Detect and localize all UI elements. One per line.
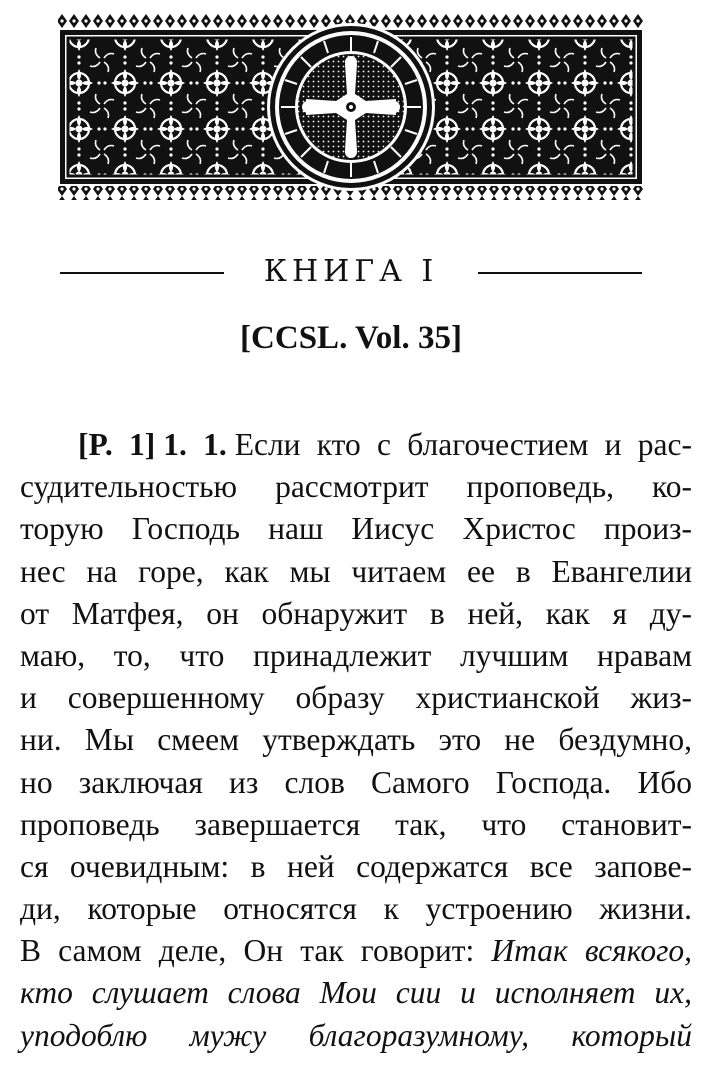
text-line: но заключая из слов Самого Господа. Ибо [20, 764, 692, 800]
text-line [20, 424, 692, 466]
quote-line: уподоблю мужу благоразумному, который [20, 1017, 692, 1053]
text-line: от Матфея, он обнаружит в ней, как я ду- [20, 595, 692, 631]
body-paragraph [20, 424, 692, 1057]
book-heading [56, 248, 646, 296]
text-line: ни. Мы смеем утверждать это не бездумно, [20, 722, 692, 758]
book-title: КНИГА I [263, 254, 439, 289]
text-line: судительностью рассмотрит проповедь, ко- [20, 469, 692, 505]
quote-line: кто слушает слова Мои сии и исполняет их, [20, 975, 692, 1011]
text-line: проповедь завершается так, что становит- [20, 806, 692, 842]
text-line: торую Господь наш Иисус Христос произ- [20, 511, 692, 547]
page-marker: [P. 1] [78, 427, 156, 462]
text-line: и совершенному образу христианской жиз- [20, 680, 692, 716]
ornament-headpiece [56, 14, 646, 200]
text-line: ди, которые относятся к устроению жизни. [20, 891, 692, 927]
source-reference: [CCSL. Vol. 35] [240, 320, 462, 356]
text-line [20, 930, 692, 972]
section-number: 1. 1. [163, 427, 227, 462]
text-line: нес на горе, как мы читаем ее в Евангелии [20, 553, 692, 589]
heading-rule-right [478, 272, 642, 274]
text-line: маю, то, что принадлежит лучшим нравам [20, 637, 692, 673]
quote-text: Итак всякого, [491, 933, 692, 969]
text-line: ся очевидным: в ней содержатся все запове- [20, 848, 692, 884]
text-line-regular: В самом деле, Он так говорит: [20, 933, 492, 969]
cross-ornament-icon [56, 14, 646, 200]
text-line-content: Если кто с благочестием и рас- [234, 427, 692, 462]
